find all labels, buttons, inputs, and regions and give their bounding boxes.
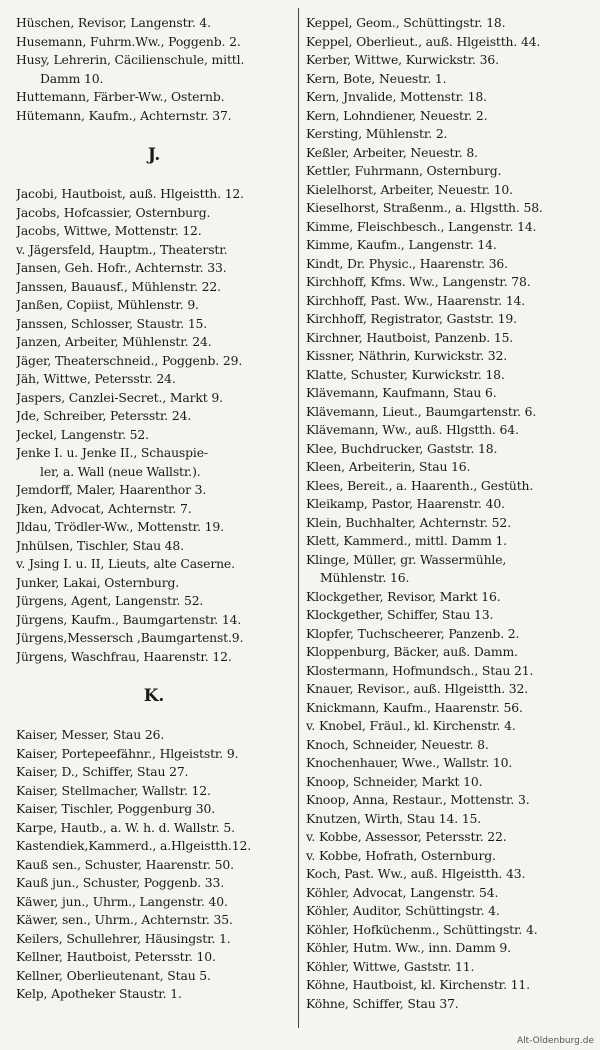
directory-entry: Klockgether, Revisor, Markt 16. <box>306 588 501 604</box>
section-letter-heading: K. <box>143 686 165 706</box>
directory-entry: Koch, Past. Ww., auß. Hlgeistth. 43. <box>306 866 526 881</box>
directory-entry: Jaspers, Canzlei-Secret., Markt 9. <box>16 389 223 405</box>
directory-entry: Köhne, Schiffer, Stau 37. <box>306 995 459 1011</box>
directory-entry: Kaiser, Stellmacher, Wallstr. 12. <box>16 782 211 798</box>
directory-entry: Kaiser, Messer, Stau 26. <box>16 727 165 742</box>
directory-entry: Kersting, Mühlenstr. 2. <box>306 126 448 141</box>
directory-entry: Knickmann, Kaufm., Haarenstr. 56. <box>306 699 523 715</box>
directory-entry: Köhler, Hofküchenm., Schüttingstr. 4. <box>306 921 538 937</box>
directory-entry: Janssen, Schlosser, Staustr. 15. <box>16 315 208 331</box>
directory-entry: Knoop, Anna, Restaur., Mottenstr. 3. <box>306 792 530 807</box>
directory-entry: Klävemann, Ww., auß. Hlgstth. 64. <box>306 422 519 437</box>
directory-entry: Klockgether, Schiffer, Stau 13. <box>306 607 494 622</box>
directory-entry: Klostermann, Hofmundsch., Stau 21. <box>306 662 534 678</box>
directory-entry: Kern, Lohndiener, Neuestr. 2. <box>306 107 488 123</box>
directory-entry: Kimme, Fleischbesch., Langenstr. 14. <box>306 218 537 234</box>
directory-entry: Köhler, Wittwe, Gaststr. 11. <box>306 958 475 974</box>
directory-entry: Junker, Lakai, Osternburg. <box>16 574 180 590</box>
directory-entry: Knutzen, Wirth, Stau 14. 15. <box>306 810 482 826</box>
directory-entry: Köhler, Advocat, Langenstr. 54. <box>306 884 499 900</box>
directory-entry: Kelp, Apotheker Staustr. 1. <box>16 986 182 1001</box>
directory-entry: Klinge, Müller, gr. Wassermühle, <box>306 551 507 567</box>
directory-entry: Huttemann, Färber-Ww., Osternb. <box>16 89 225 104</box>
directory-entry: Jäh, Wittwe, Petersstr. 24. <box>16 371 176 386</box>
directory-entry: Jeckel, Langenstr. 52. <box>16 426 149 442</box>
directory-entry: v. Kobbe, Assessor, Petersstr. 22. <box>306 829 507 844</box>
watermark: Alt-Oldenburg.de <box>516 1036 594 1046</box>
directory-entry: Kauß sen., Schuster, Haarenstr. 50. <box>16 856 234 872</box>
directory-entry: Kielelhorst, Arbeiter, Neuestr. 10. <box>306 181 513 197</box>
directory-entry: Kleikamp, Pastor, Haarenstr. 40. <box>306 496 505 511</box>
directory-entry: Klee, Buchdrucker, Gaststr. 18. <box>306 440 498 456</box>
directory-entry-continuation: Damm 10. <box>40 70 104 86</box>
directory-entry: Kirchhoff, Registrator, Gaststr. 19. <box>306 311 517 326</box>
directory-entry: Klävemann, Kaufmann, Stau 6. <box>306 385 497 400</box>
directory-entry: Jäger, Theaterschneid., Poggenb. 29. <box>16 352 243 368</box>
directory-entry: Jenke I. u. Jenke II., Schauspie- <box>16 445 208 460</box>
directory-entry: Kastendiek,Kammerd., a.Hlgeistth.12. <box>16 838 251 853</box>
directory-entry: Kirchhoff, Kfms. Ww., Langenstr. 78. <box>306 274 531 289</box>
directory-entry: Kaiser, Portepeefähnr., Hlgeiststr. 9. <box>16 745 239 761</box>
directory-entry: Husemann, Fuhrm.Ww., Poggenb. 2. <box>16 33 241 49</box>
directory-entry: Jacobs, Hofcassier, Osternburg. <box>16 204 211 220</box>
directory-entry: Kaiser, D., Schiffer, Stau 27. <box>16 764 189 779</box>
directory-entry: Keppel, Oberlieut., auß. Hlgeistth. 44. <box>306 33 541 49</box>
directory-entry: Kimme, Kaufm., Langenstr. 14. <box>306 237 497 252</box>
directory-entry: v. Jägersfeld, Hauptm., Theaterstr. <box>16 241 228 257</box>
directory-entry: Jnhülsen, Tischler, Stau 48. <box>16 537 184 553</box>
directory-entry: Keppel, Geom., Schüttingstr. 18. <box>306 15 506 30</box>
directory-entry: Kettler, Fuhrmann, Osternburg. <box>306 163 502 178</box>
directory-entry: Klopfer, Tuchscheerer, Panzenb. 2. <box>306 625 520 641</box>
column-divider <box>298 8 299 1028</box>
directory-entry: Jken, Advocat, Achternstr. 7. <box>16 500 192 516</box>
directory-entry: v. Kobbe, Hofrath, Osternburg. <box>306 847 496 863</box>
directory-entry: Kieselhorst, Straßenm., a. Hlgstth. 58. <box>306 200 543 215</box>
directory-entry: Klävemann, Lieut., Baumgartenstr. 6. <box>306 403 537 419</box>
right-column <box>306 14 590 1013</box>
directory-entry: Jürgens, Agent, Langenstr. 52. <box>16 593 204 608</box>
directory-entry: v. Knobel, Fräul., kl. Kirchenstr. 4. <box>306 718 516 733</box>
directory-entry: Klett, Kammerd., mittl. Damm 1. <box>306 533 507 548</box>
directory-entry: Kerber, Wittwe, Kurwickstr. 36. <box>306 52 499 67</box>
directory-entry: Jacobs, Wittwe, Mottenstr. 12. <box>16 223 202 238</box>
directory-entry: Kauß jun., Schuster, Poggenb. 33. <box>16 875 224 890</box>
directory-entry: Husy, Lehrerin, Cäcilienschule, mittl. <box>16 52 245 67</box>
directory-entry: Hüschen, Revisor, Langenstr. 4. <box>16 15 211 30</box>
section-letter-heading: J. <box>147 145 161 165</box>
directory-entry: Knoop, Schneider, Markt 10. <box>306 773 483 789</box>
directory-entry: Kellner, Hautboist, Petersstr. 10. <box>16 949 216 964</box>
directory-entry: Jürgens, Waschfrau, Haarenstr. 12. <box>16 648 232 664</box>
directory-entry: Kirchhoff, Past. Ww., Haarenstr. 14. <box>306 292 526 308</box>
directory-entry: Janssen, Bauausf., Mühlenstr. 22. <box>16 278 221 294</box>
directory-entry: Klees, Bereit., a. Haarenth., Gestüth. <box>306 477 534 493</box>
directory-entry: Kaiser, Tischler, Poggenburg 30. <box>16 801 216 816</box>
directory-entry: Jacobi, Hautboist, auß. Hlgeistth. 12. <box>16 186 244 201</box>
directory-entry: Janzen, Arbeiter, Mühlenstr. 24. <box>16 334 212 349</box>
directory-entry: Knauer, Revisor., auß. Hlgeistth. 32. <box>306 681 529 696</box>
directory-entry: Jldau, Trödler-Ww., Mottenstr. 19. <box>16 519 224 534</box>
directory-entry: Kirchner, Hautboist, Panzenb. 15. <box>306 329 514 345</box>
directory-entry: Jemdorff, Maler, Haarenthor 3. <box>16 482 207 497</box>
directory-entry: Kern, Jnvalide, Mottenstr. 18. <box>306 89 487 104</box>
directory-entry: Kellner, Oberlieutenant, Stau 5. <box>16 967 211 983</box>
directory-entry: Klatte, Schuster, Kurwickstr. 18. <box>306 366 505 382</box>
directory-entry: Knoch, Schneider, Neuestr. 8. <box>306 736 489 752</box>
directory-entry: Karpe, Hautb., a. W. h. d. Wallstr. 5. <box>16 819 235 835</box>
directory-entry: Knochenhauer, Wwe., Wallstr. 10. <box>306 755 513 770</box>
directory-entry: Keßler, Arbeiter, Neuestr. 8. <box>306 144 478 160</box>
directory-entry: Kindt, Dr. Physic., Haarenstr. 36. <box>306 255 508 271</box>
directory-entry: Kissner, Näthrin, Kurwickstr. 32. <box>306 348 508 363</box>
directory-entry: Käwer, jun., Uhrm., Langenstr. 40. <box>16 893 228 909</box>
directory-entry: Jde, Schreiber, Petersstr. 24. <box>16 408 192 423</box>
directory-entry: Janßen, Copiist, Mühlenstr. 9. <box>16 297 199 312</box>
directory-entry: Jansen, Geh. Hofr., Achternstr. 33. <box>16 260 227 275</box>
directory-entry: Jürgens,Messersch ,Baumgartenst.9. <box>16 630 244 645</box>
directory-entry: Köhne, Hautboist, kl. Kirchenstr. 11. <box>306 977 530 992</box>
directory-entry: Jürgens, Kaufm., Baumgartenstr. 14. <box>16 611 242 627</box>
directory-entry: Kloppenburg, Bäcker, auß. Damm. <box>306 644 518 659</box>
directory-entry: Käwer, sen., Uhrm., Achternstr. 35. <box>16 912 233 927</box>
left-column <box>16 14 292 1004</box>
directory-entry: Kleen, Arbeiterin, Stau 16. <box>306 459 471 474</box>
directory-entry: Köhler, Hutm. Ww., inn. Damm 9. <box>306 940 511 955</box>
directory-entry: Klein, Buchhalter, Achternstr. 52. <box>306 514 511 530</box>
directory-entry: Hütemann, Kaufm., Achternstr. 37. <box>16 107 232 123</box>
directory-entry: Kern, Bote, Neuestr. 1. <box>306 70 447 86</box>
directory-entry-continuation: Mühlenstr. 16. <box>320 570 410 585</box>
directory-entry: Köhler, Auditor, Schüttingstr. 4. <box>306 903 500 918</box>
directory-entry: v. Jsing I. u. II, Lieuts, alte Caserne. <box>16 556 235 571</box>
directory-entry: Keilers, Schullehrer, Häusingstr. 1. <box>16 930 231 946</box>
directory-entry-continuation: ler, a. Wall (neue Wallstr.). <box>40 463 201 479</box>
